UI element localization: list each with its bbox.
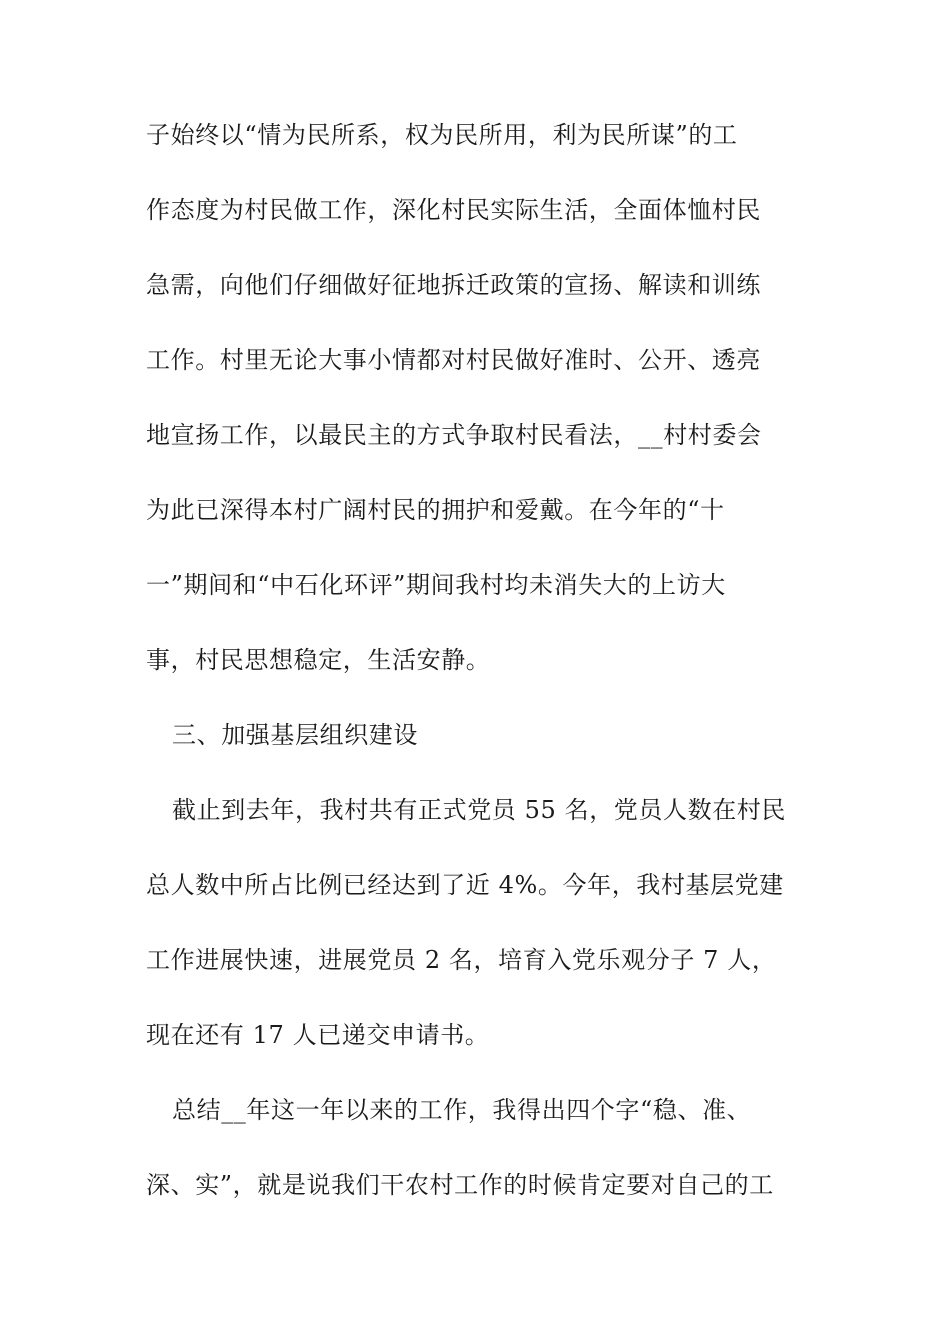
paragraph-line: 为此已深得本村广阔村民的拥护和爱戴。在今年的“十: [146, 496, 725, 524]
paragraph-line: 急需，向他们仔细做好征地拆迁政策的宣扬、解读和训练: [146, 271, 761, 299]
paragraph-line: 工作。村里无论大事小情都对村民做好准时、公开、透亮: [146, 346, 761, 374]
paragraph-line: 事，村民思想稳定，生活安静。: [146, 646, 491, 674]
paragraph-line: 作态度为村民做工作，深化村民实际生活，全面体恤村民: [146, 196, 761, 224]
paragraph-line: 工作进展快速，进展党员 2 名，培育入党乐观分子 7 人，: [146, 946, 777, 974]
paragraph-line: 一”期间和“中石化环评”期间我村均未消失大的上访大: [146, 571, 726, 599]
body-text: [146, 98, 806, 1223]
paragraph-line: 深、实”，就是说我们干农村工作的时候肯定要对自己的工: [146, 1171, 774, 1199]
paragraph-line: 现在还有 17 人已递交申请书。: [146, 1021, 490, 1049]
paragraph-line: 总人数中所占比例已经达到了近 4%。今年，我村基层党建: [146, 871, 784, 899]
section-heading: 三、加强基层组织建设: [172, 721, 418, 749]
paragraph-line: 总结__年这一年以来的工作，我得出四个字“稳、准、: [172, 1096, 752, 1124]
paragraph-line: 截止到去年，我村共有正式党员 55 名，党员人数在村民: [172, 796, 786, 824]
paragraph-line: 地宣扬工作，以最民主的方式争取村民看法，__村村委会: [146, 421, 762, 449]
paragraph-line: 子始终以“情为民所系，权为民所用，利为民所谋”的工: [146, 121, 738, 149]
